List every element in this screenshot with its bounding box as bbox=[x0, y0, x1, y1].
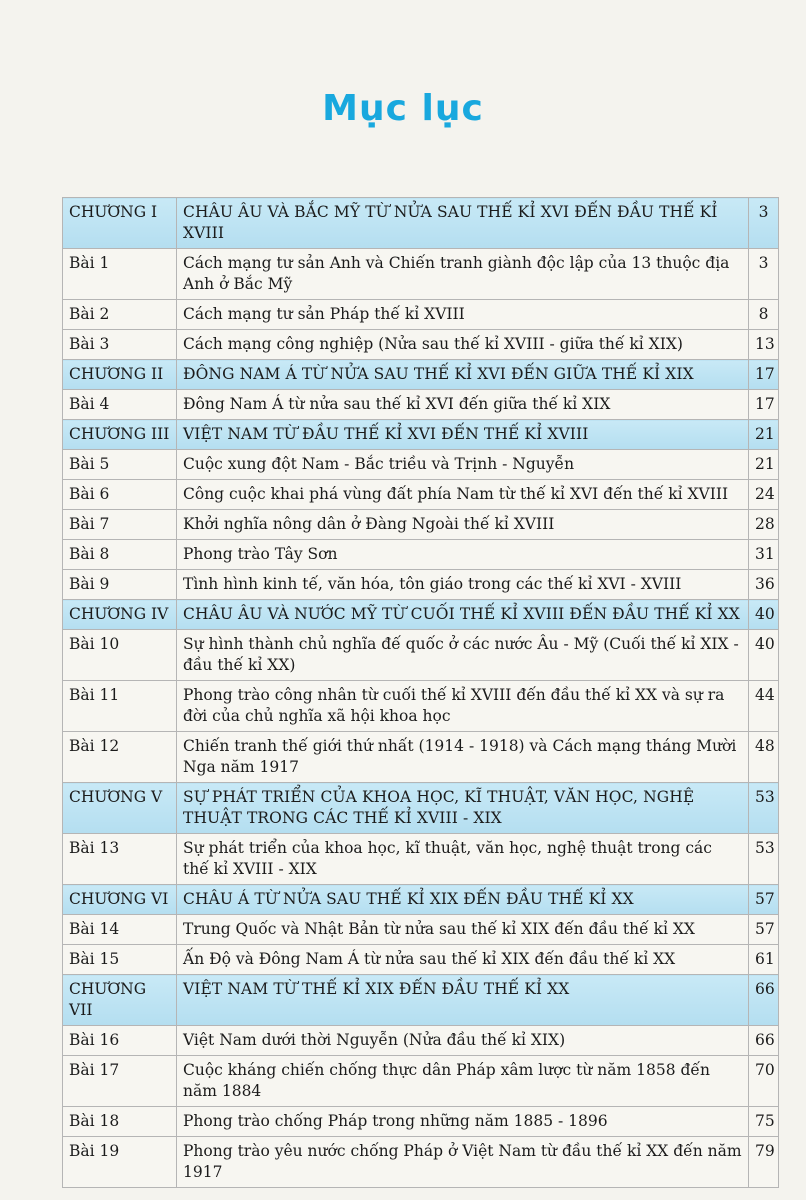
entry-title: Sự phát triển của khoa học, kĩ thuật, văn học, nghệ thuật trong các thế kỉ XVIII - XIX bbox=[177, 834, 749, 885]
toc-body bbox=[63, 198, 779, 1188]
lesson-row[interactable] bbox=[63, 915, 779, 945]
entry-title: CHÂU ÂU VÀ BẮC MỸ TỪ NỬA SAU THẾ KỈ XVI ĐẾN ĐẦU THẾ KỈ XVIII bbox=[177, 198, 749, 249]
entry-page-number: 28 bbox=[749, 510, 779, 540]
entry-label: Bài 13 bbox=[63, 834, 177, 885]
chapter-row[interactable] bbox=[63, 360, 779, 390]
lesson-row[interactable] bbox=[63, 570, 779, 600]
lesson-row[interactable] bbox=[63, 945, 779, 975]
entry-label: Bài 6 bbox=[63, 480, 177, 510]
entry-page-number: 66 bbox=[749, 1026, 779, 1056]
entry-label: Bài 1 bbox=[63, 249, 177, 300]
entry-label: CHƯƠNG VI bbox=[63, 885, 177, 915]
entry-title: Khởi nghĩa nông dân ở Đàng Ngoài thế kỉ XVIII bbox=[177, 510, 749, 540]
entry-title: VIỆT NAM TỪ ĐẦU THẾ KỈ XVI ĐẾN THẾ KỈ XVIII bbox=[177, 420, 749, 450]
entry-label: Bài 15 bbox=[63, 945, 177, 975]
chapter-row[interactable] bbox=[63, 783, 779, 834]
entry-page-number: 79 bbox=[749, 1137, 779, 1188]
entry-title: Cách mạng tư sản Pháp thế kỉ XVIII bbox=[177, 300, 749, 330]
lesson-row[interactable] bbox=[63, 1137, 779, 1188]
lesson-row[interactable] bbox=[63, 1026, 779, 1056]
entry-label: Bài 17 bbox=[63, 1056, 177, 1107]
lesson-row[interactable] bbox=[63, 390, 779, 420]
entry-page-number: 75 bbox=[749, 1107, 779, 1137]
entry-label: Bài 19 bbox=[63, 1137, 177, 1188]
entry-title: CHÂU ÂU VÀ NƯỚC MỸ TỪ CUỐI THẾ KỈ XVIII ĐẾN ĐẦU THẾ KỈ XX bbox=[177, 600, 749, 630]
entry-label: Bài 2 bbox=[63, 300, 177, 330]
entry-page-number: 40 bbox=[749, 630, 779, 681]
entry-page-number: 21 bbox=[749, 450, 779, 480]
lesson-row[interactable] bbox=[63, 1107, 779, 1137]
lesson-row[interactable] bbox=[63, 480, 779, 510]
entry-page-number: 8 bbox=[749, 300, 779, 330]
lesson-row[interactable] bbox=[63, 540, 779, 570]
entry-page-number: 66 bbox=[749, 975, 779, 1026]
entry-label: CHƯƠNG V bbox=[63, 783, 177, 834]
entry-page-number: 21 bbox=[749, 420, 779, 450]
entry-title: Cuộc kháng chiến chống thực dân Pháp xâm lược từ năm 1858 đến năm 1884 bbox=[177, 1056, 749, 1107]
entry-title: ĐÔNG NAM Á TỪ NỬA SAU THẾ KỈ XVI ĐẾN GIỮA THẾ KỈ XIX bbox=[177, 360, 749, 390]
entry-label: Bài 9 bbox=[63, 570, 177, 600]
chapter-row[interactable] bbox=[63, 975, 779, 1026]
entry-title: Cách mạng tư sản Anh và Chiến tranh giành độc lập của 13 thuộc địa Anh ở Bắc Mỹ bbox=[177, 249, 749, 300]
lesson-row[interactable] bbox=[63, 300, 779, 330]
entry-label: CHƯƠNG IV bbox=[63, 600, 177, 630]
lesson-row[interactable] bbox=[63, 1056, 779, 1107]
entry-page-number: 3 bbox=[749, 198, 779, 249]
lesson-row[interactable] bbox=[63, 249, 779, 300]
entry-page-number: 40 bbox=[749, 600, 779, 630]
entry-title: Công cuộc khai phá vùng đất phía Nam từ thế kỉ XVI đến thế kỉ XVIII bbox=[177, 480, 749, 510]
entry-title: Phong trào yêu nước chống Pháp ở Việt Nam từ đầu thế kỉ XX đến năm 1917 bbox=[177, 1137, 749, 1188]
entry-title: Cuộc xung đột Nam - Bắc triều và Trịnh - Nguyễn bbox=[177, 450, 749, 480]
entry-label: Bài 8 bbox=[63, 540, 177, 570]
entry-title: Đông Nam Á từ nửa sau thế kỉ XVI đến giữa thế kỉ XIX bbox=[177, 390, 749, 420]
entry-label: Bài 4 bbox=[63, 390, 177, 420]
entry-title: Tình hình kinh tế, văn hóa, tôn giáo trong các thế kỉ XVI - XVIII bbox=[177, 570, 749, 600]
chapter-row[interactable] bbox=[63, 600, 779, 630]
entry-title: Việt Nam dưới thời Nguyễn (Nửa đầu thế kỉ XIX) bbox=[177, 1026, 749, 1056]
entry-page-number: 17 bbox=[749, 390, 779, 420]
entry-title: Cách mạng công nghiệp (Nửa sau thế kỉ XVIII - giữa thế kỉ XIX) bbox=[177, 330, 749, 360]
entry-page-number: 17 bbox=[749, 360, 779, 390]
lesson-row[interactable] bbox=[63, 450, 779, 480]
lesson-row[interactable] bbox=[63, 834, 779, 885]
lesson-row[interactable] bbox=[63, 681, 779, 732]
entry-title: Phong trào Tây Sơn bbox=[177, 540, 749, 570]
entry-label: Bài 16 bbox=[63, 1026, 177, 1056]
entry-title: Ấn Độ và Đông Nam Á từ nửa sau thế kỉ XIX đến đầu thế kỉ XX bbox=[177, 945, 749, 975]
lesson-row[interactable] bbox=[63, 630, 779, 681]
entry-title: Phong trào công nhân từ cuối thế kỉ XVIII đến đầu thế kỉ XX và sự ra đời của chủ nghĩa xã hội khoa học bbox=[177, 681, 749, 732]
entry-label: Bài 7 bbox=[63, 510, 177, 540]
entry-label: Bài 14 bbox=[63, 915, 177, 945]
entry-label: Bài 3 bbox=[63, 330, 177, 360]
lesson-row[interactable] bbox=[63, 330, 779, 360]
entry-page-number: 53 bbox=[749, 783, 779, 834]
entry-page-number: 13 bbox=[749, 330, 779, 360]
entry-page-number: 24 bbox=[749, 480, 779, 510]
entry-page-number: 61 bbox=[749, 945, 779, 975]
entry-label: CHƯƠNG II bbox=[63, 360, 177, 390]
lesson-row[interactable] bbox=[63, 510, 779, 540]
entry-page-number: 48 bbox=[749, 732, 779, 783]
entry-label: CHƯƠNG VII bbox=[63, 975, 177, 1026]
entry-page-number: 31 bbox=[749, 540, 779, 570]
entry-title: VIỆT NAM TỪ THẾ KỈ XIX ĐẾN ĐẦU THẾ KỈ XX bbox=[177, 975, 749, 1026]
chapter-row[interactable] bbox=[63, 885, 779, 915]
entry-title: Chiến tranh thế giới thứ nhất (1914 - 1918) và Cách mạng tháng Mười Nga năm 1917 bbox=[177, 732, 749, 783]
entry-label: Bài 11 bbox=[63, 681, 177, 732]
entry-title: Phong trào chống Pháp trong những năm 1885 - 1896 bbox=[177, 1107, 749, 1137]
entry-page-number: 44 bbox=[749, 681, 779, 732]
entry-label: Bài 12 bbox=[63, 732, 177, 783]
entry-label: Bài 10 bbox=[63, 630, 177, 681]
entry-page-number: 70 bbox=[749, 1056, 779, 1107]
entry-title: SỰ PHÁT TRIỂN CỦA KHOA HỌC, KĨ THUẬT, VĂN HỌC, NGHỆ THUẬT TRONG CÁC THẾ KỈ XVIII - XIX bbox=[177, 783, 749, 834]
entry-title: CHÂU Á TỪ NỬA SAU THẾ KỈ XIX ĐẾN ĐẦU THẾ KỈ XX bbox=[177, 885, 749, 915]
table-of-contents bbox=[62, 197, 779, 1188]
chapter-row[interactable] bbox=[63, 420, 779, 450]
entry-page-number: 53 bbox=[749, 834, 779, 885]
entry-page-number: 36 bbox=[749, 570, 779, 600]
chapter-row[interactable] bbox=[63, 198, 779, 249]
entry-title: Trung Quốc và Nhật Bản từ nửa sau thế kỉ XIX đến đầu thế kỉ XX bbox=[177, 915, 749, 945]
entry-page-number: 57 bbox=[749, 915, 779, 945]
page-title: Mục lục bbox=[322, 88, 484, 129]
entry-page-number: 57 bbox=[749, 885, 779, 915]
entry-page-number: 3 bbox=[749, 249, 779, 300]
entry-label: CHƯƠNG III bbox=[63, 420, 177, 450]
entry-label: Bài 5 bbox=[63, 450, 177, 480]
lesson-row[interactable] bbox=[63, 732, 779, 783]
entry-label: CHƯƠNG I bbox=[63, 198, 177, 249]
entry-title: Sự hình thành chủ nghĩa đế quốc ở các nước Âu - Mỹ (Cuối thế kỉ XIX - đầu thế kỉ XX) bbox=[177, 630, 749, 681]
entry-label: Bài 18 bbox=[63, 1107, 177, 1137]
